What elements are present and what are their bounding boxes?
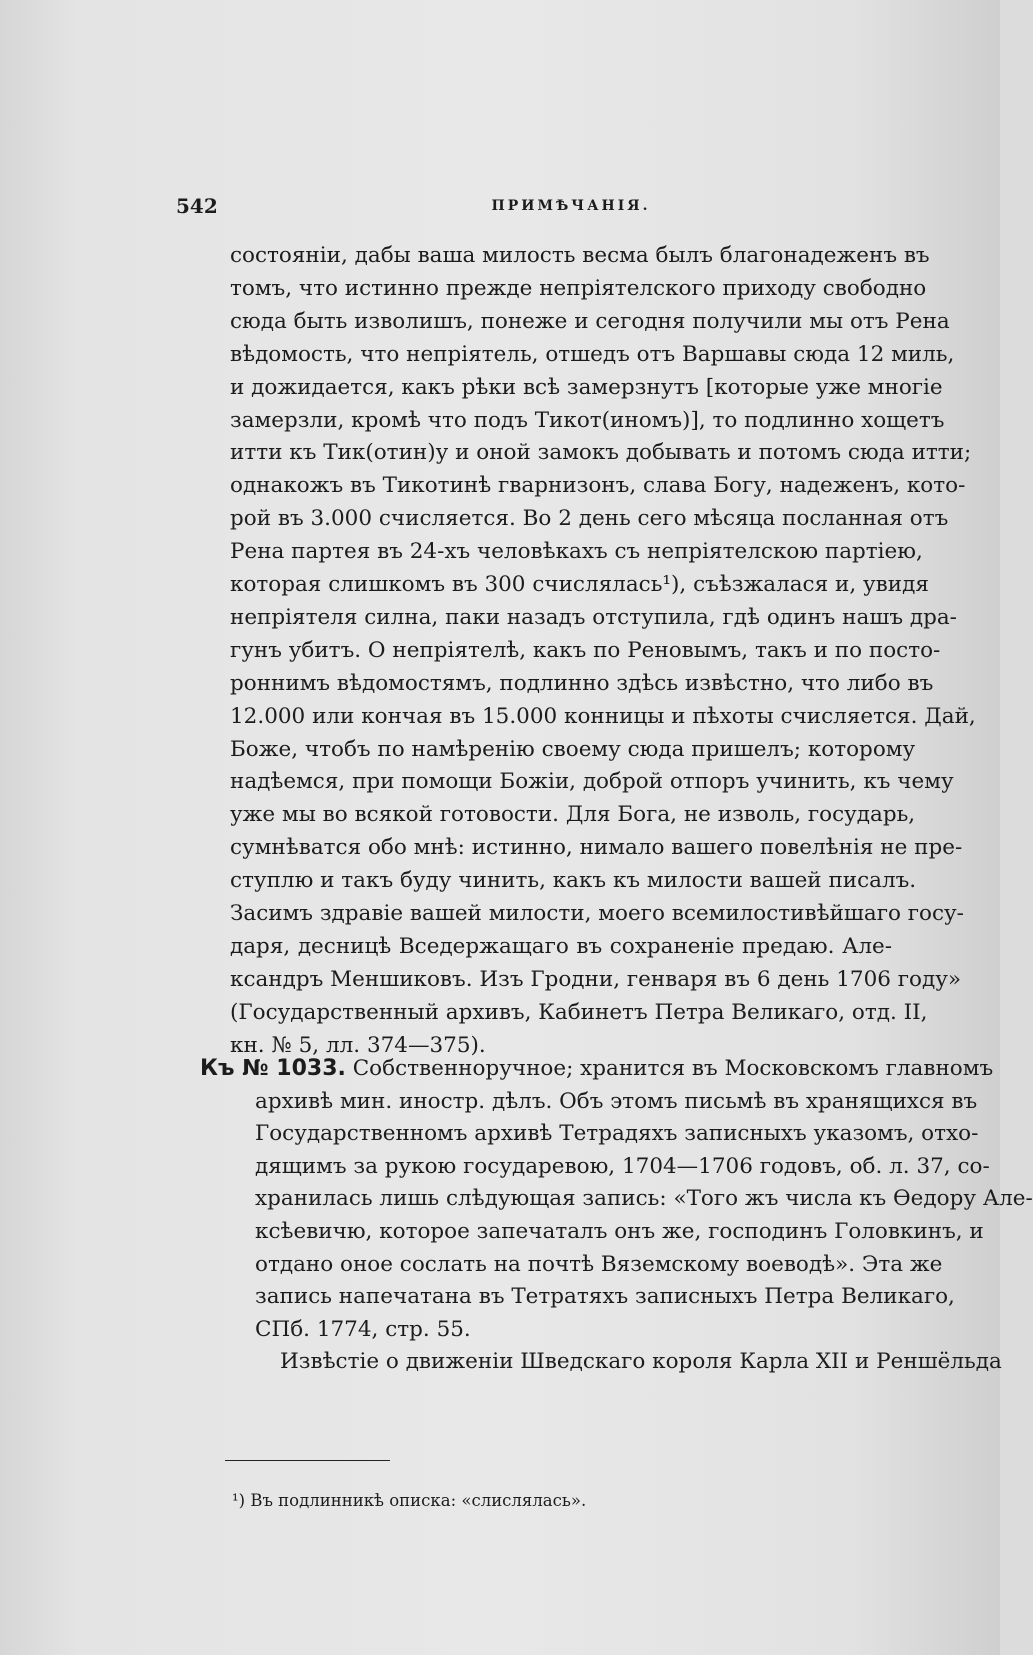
text-line: (Государственный архивъ, Кабинетъ Петра Великаго, отд. II, bbox=[230, 999, 928, 1025]
entry-text-line: ксѣевичю, которое запечаталъ онъ же, господинъ Головкинъ, и bbox=[255, 1219, 984, 1244]
text-line: Рена партея въ 24-хъ человѣкахъ съ непрiятелскою партiею, bbox=[230, 539, 923, 565]
text-line: надѣемся, при помощи Божiи, доброй отпоръ учинить, къ чему bbox=[230, 769, 954, 795]
entry-first-line-text: Собственноручное; хранится въ Московскомъ главномъ bbox=[352, 1056, 994, 1081]
entry-text-line: СПб. 1774, стр. 55. bbox=[255, 1316, 471, 1342]
text-line: замерзли, кромѣ что подъ Тикот(иномъ)], то подлинно хощетъ bbox=[230, 407, 945, 433]
text-line: уже мы во всякой готовости. Для Бога, не изволь, государь, bbox=[230, 802, 916, 828]
entry-text-line: отдано оное сослать на почтѣ Вяземскому воеводѣ». Эта же bbox=[255, 1251, 943, 1277]
text-line: рой въ 3.000 счисляется. Во 2 день сего мѣсяца посланная отъ bbox=[230, 506, 949, 532]
text-line: ксандръ Меншиковъ. Изъ Гродни, генваря въ 6 день 1706 году» bbox=[230, 966, 962, 992]
text-line: Засимъ здравiе вашей милости, моего всемилостивѣйшаго госу- bbox=[230, 901, 964, 926]
entry-text-line: Государственномъ архивѣ Тетрадяхъ записныхъ указомъ, отхо- bbox=[255, 1121, 979, 1147]
text-line: сюда быть изволишъ, понеже и сегодня получили мы отъ Рена bbox=[230, 308, 950, 334]
text-line: ступлю и такъ буду чинить, какъ къ милости вашей писалъ. bbox=[230, 868, 917, 894]
entry-text-line: запись напечатана въ Тетратяхъ записныхъ Петра Великаго, bbox=[255, 1284, 955, 1310]
text-line: сумнѣватся обо мнѣ: истинно, нимало вашего повелѣнiя не пре- bbox=[230, 835, 963, 861]
footnote-marker: ¹) bbox=[232, 1491, 246, 1510]
text-line: 12.000 или кончая въ 15.000 конницы и пѣхоты счисляется. Дай, bbox=[230, 703, 976, 729]
page-number: 542 bbox=[176, 194, 218, 218]
text-line: вѣдомость, что непрiятель, отшедъ отъ Варшавы сюда 12 миль, bbox=[230, 341, 955, 367]
entry-text-line: хранилась лишь слѣдующая запись: «Того жъ числа къ Ѳедору Але- bbox=[255, 1186, 1033, 1212]
footnote-text: Въ подлинникѣ описка: «слислялась». bbox=[250, 1491, 587, 1510]
text-line: даря, десницѣ Вседержащаго въ сохраненiе предаю. Але- bbox=[230, 933, 892, 959]
entry-text-line: дящимъ за рукою государевою, 1704—1706 годовъ, об. л. 37, со- bbox=[255, 1153, 990, 1179]
text-line: Боже, чтобъ по намѣренiю своему сюда пришелъ; которому bbox=[230, 736, 916, 762]
text-line: томъ, что истинно прежде непрiятелского приходу свободно bbox=[230, 275, 927, 301]
text-line: однакожъ въ Тикотинѣ гварнизонъ, слава Богу, надеженъ, кото- bbox=[230, 473, 966, 499]
footnote-rule bbox=[225, 1460, 390, 1461]
text-line: кн. № 5, лл. 374—375). bbox=[230, 1032, 486, 1058]
text-line: гунъ убитъ. О непрiятелѣ, какъ по Реновымъ, такъ и по посто- bbox=[230, 637, 941, 663]
entry-first-line bbox=[200, 1054, 994, 1084]
footnote bbox=[232, 1491, 586, 1510]
text-line: и дожидается, какъ рѣки всѣ замерзнутъ [которые уже многiе bbox=[230, 374, 943, 400]
entry-text-line: архивѣ мин. иностр. дѣлъ. Объ этомъ письмѣ въ хранящихся въ bbox=[255, 1088, 978, 1114]
text-line: которая слишкомъ въ 300 счислялась¹), съѣзжалася и, увидя bbox=[230, 572, 929, 597]
text-line: состоянiи, дабы ваша милость весма былъ благонадеженъ въ bbox=[230, 243, 930, 268]
text-line: роннимъ вѣдомостямъ, подлинно здѣсь извѣстно, что либо въ bbox=[230, 670, 934, 696]
text-line: непрiятеля силна, паки назадъ отступила, гдѣ одинъ нашъ дра- bbox=[230, 604, 957, 630]
paragraph-start-line: Извѣстiе о движенiи Шведскаго короля Карла XII и Реншёльда bbox=[280, 1349, 1002, 1375]
page-header bbox=[176, 194, 966, 224]
running-title: ПРИМѢЧАНІЯ. bbox=[491, 198, 651, 214]
text-line: итти къ Тик(отин)у и оной замокъ добывать и потомъ сюда итти; bbox=[230, 440, 972, 466]
entry-label: Къ № 1033. bbox=[200, 1056, 346, 1081]
